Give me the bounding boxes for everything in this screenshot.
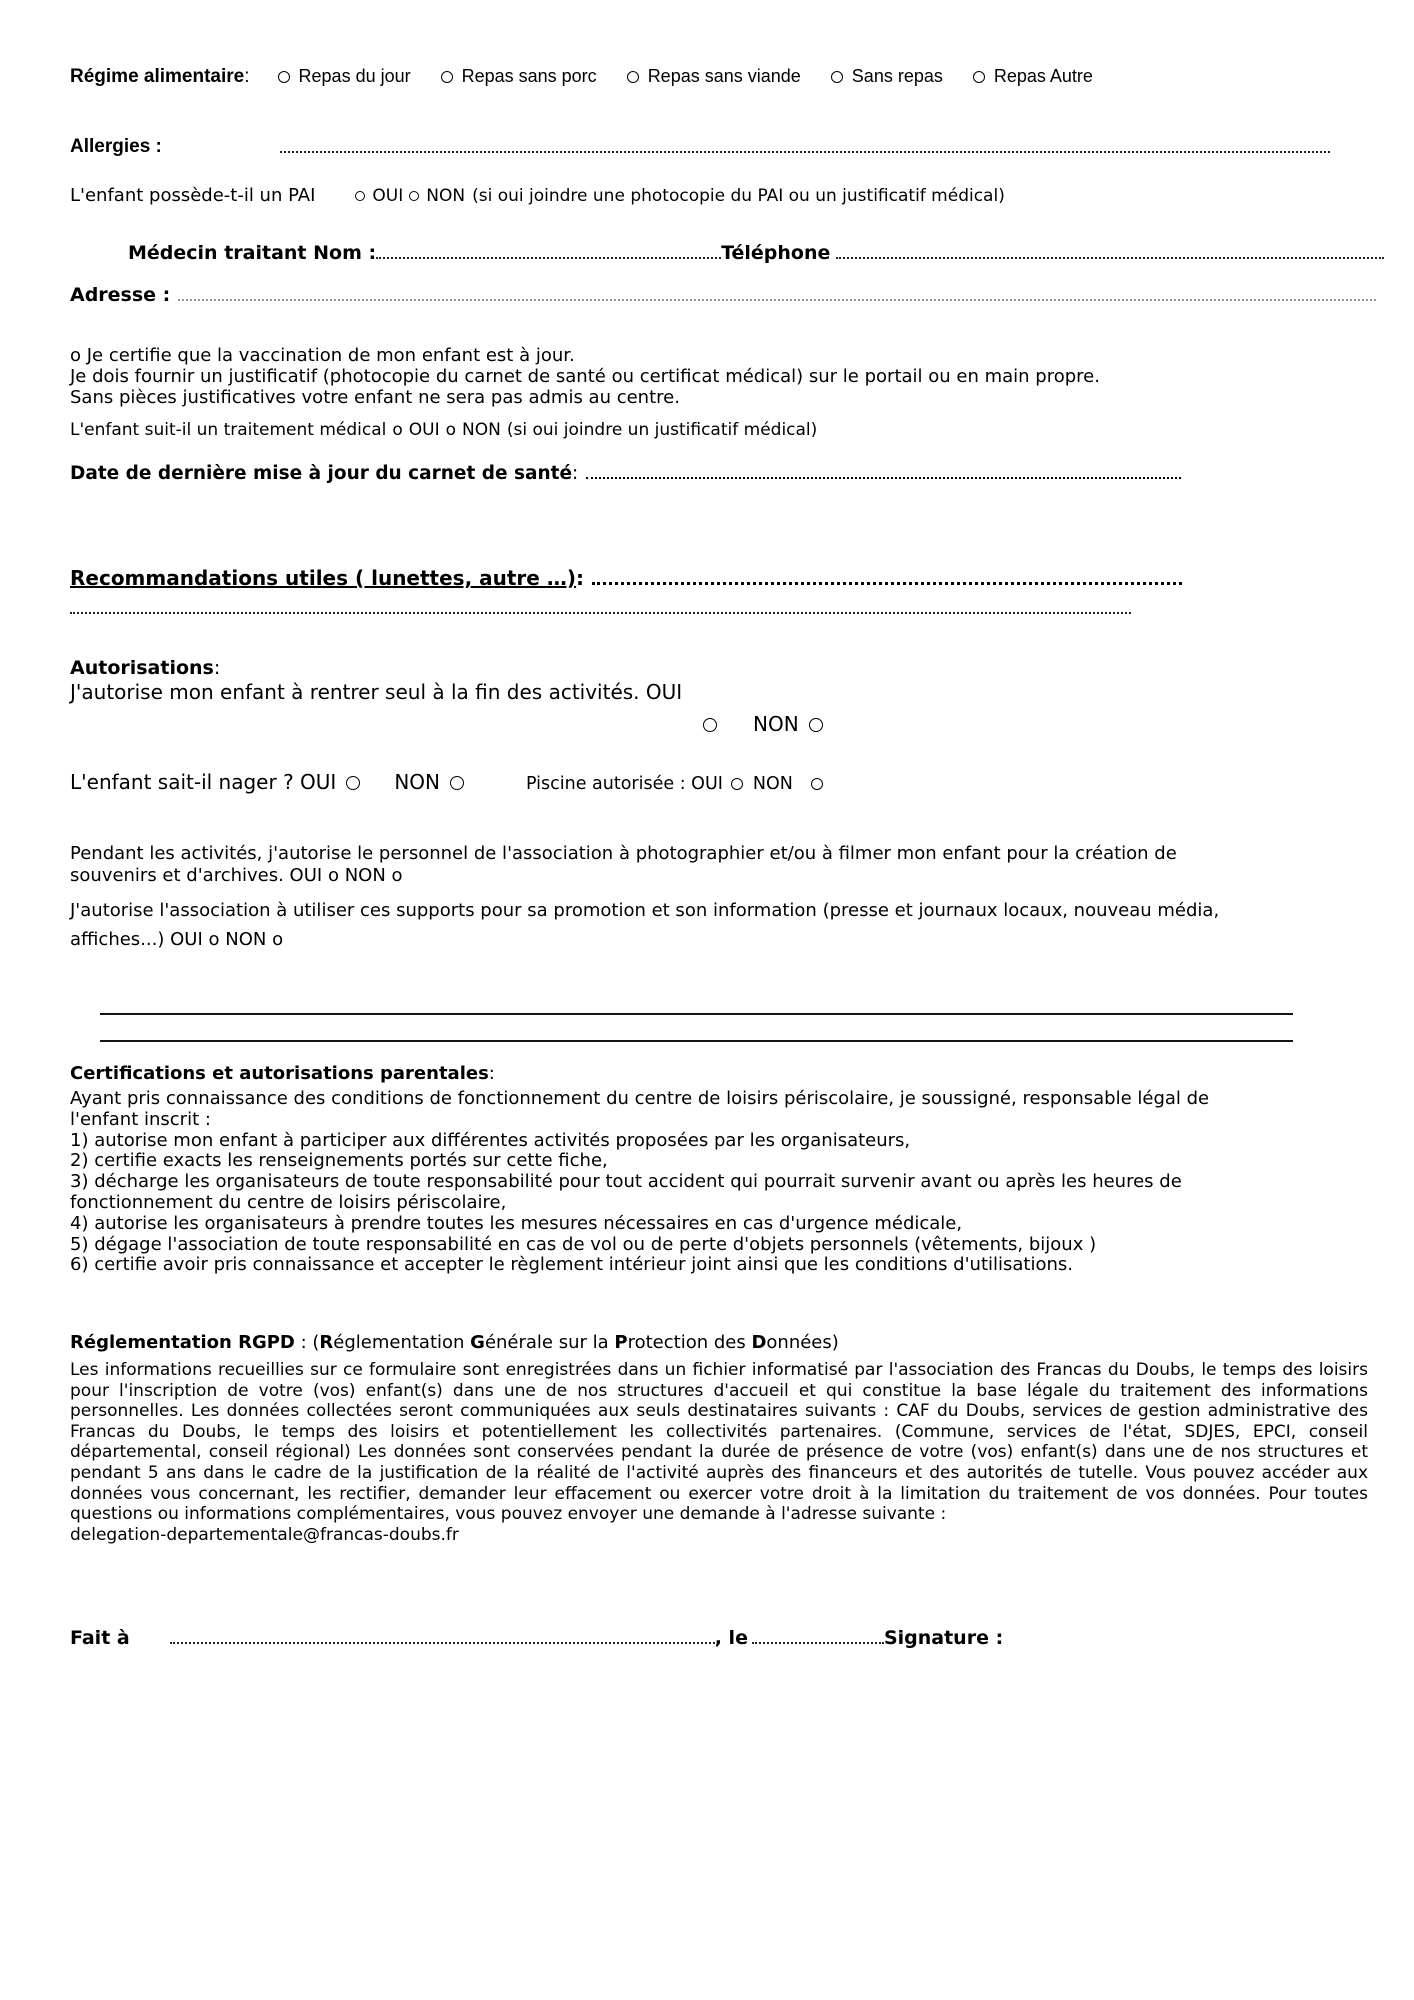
rgpd-title-p: P [614,1332,628,1353]
rgpd-title-sep: : ( [294,1332,320,1353]
rgpd-title-part4: onnées) [766,1332,839,1353]
swim-row [70,770,823,794]
diet-option-label: Repas sans porc [461,66,597,86]
certification-line: l'enfant inscrit : [70,1108,211,1130]
diet-option[interactable] [627,66,801,87]
promo-authorization-block [70,896,1219,954]
vaccination-line3: Sans pièces justificatives votre enfant ne sera pas admis au centre. [70,387,680,408]
diet-label-colon: : [244,66,250,87]
promo-oui-checkbox[interactable]: o [208,929,220,950]
pai-oui-radio[interactable] [355,191,365,201]
swim-oui-radio[interactable] [346,776,360,790]
done-at-label: Fait à [70,1627,130,1649]
doctor-name-label: Médecin traitant Nom : [128,242,377,264]
certifications-heading: Certifications et autorisations parentales [70,1063,489,1084]
photo-authorization-block [70,843,1177,886]
certifications-heading-colon: : [488,1063,495,1084]
promo-line2: affiches...) OUI [70,929,203,950]
separator-line-2 [100,1040,1293,1042]
separator-line-1 [100,1013,1293,1015]
vaccination-line2: Je dois fournir un justificatif (photocopie du carnet de santé ou certificat médical) sur le portail ou en main propre. [70,366,1100,387]
certification-line: fonctionnement du centre de loisirs périscolaire, [70,1191,507,1213]
diet-option-label: Repas du jour [298,66,411,86]
recommendations-row2 [70,598,1131,618]
return-alone-answers [703,712,823,736]
pai-row [70,185,1005,206]
return-alone-non-label: NON [753,712,799,736]
radio-icon[interactable] [627,71,639,83]
address-label: Adresse : [70,284,171,306]
treatment-row [70,420,817,440]
authorizations-heading-colon: : [213,657,221,679]
treatment-oui-checkbox[interactable]: o [392,420,403,440]
doctor-phone-field[interactable] [836,243,1384,259]
vaccination-checkbox[interactable]: o [70,345,82,366]
recommendations-row [70,566,1182,590]
doctor-name-field[interactable] [376,243,721,259]
allergies-row [70,135,162,158]
rgpd-email: delegation-departementale@francas-doubs.fr [70,1524,459,1545]
vaccination-block [70,345,1100,408]
certification-line: Ayant pris connaissance des conditions de fonctionnement du centre de loisirs périscolaire, je soussigné, responsable légal de [70,1088,1210,1109]
date-field[interactable] [752,1628,884,1644]
signature-label: Signature : [883,1627,1004,1649]
pool-oui-radio[interactable] [731,778,743,790]
swim-question: L'enfant sait-il nager ? OUI [70,770,337,794]
photo-non-label: NON [344,864,386,886]
rgpd-title-g: G [470,1332,485,1353]
allergies-label: Allergies : [70,136,162,157]
rgpd-title-part2: énérale sur la [484,1332,615,1353]
certification-line: 5) dégage l'association de toute responsabilité en cas de vol ou de perte d'objets personnels (vêtements, bijoux ) [70,1233,1097,1255]
diet-option[interactable] [278,66,411,87]
diet-option-label: Repas Autre [993,66,1093,86]
certification-line: 6) certifie avoir pris connaissance et accepter le règlement intérieur joint ainsi que les conditions d'utilisations. [70,1254,1073,1276]
return-alone-question: J'autorise mon enfant à rentrer seul à la fin des activités. OUI [70,680,683,704]
diet-label: Régime alimentaire [70,66,245,87]
allergies-field[interactable] [280,137,1330,153]
rgpd-title-part: églementation [333,1332,471,1353]
done-at-field[interactable] [170,1628,715,1644]
pool-non-label: NON [752,774,793,794]
pool-question: Piscine autorisée : OUI [526,774,723,794]
certification-line: 1) autorise mon enfant à participer aux différentes activités proposées par les organisateurs, [70,1129,911,1151]
address-field[interactable] [178,285,1376,301]
radio-icon[interactable] [831,71,843,83]
swim-non-radio[interactable] [450,776,464,790]
diet-options [278,66,1093,87]
pai-non-radio[interactable] [409,191,419,201]
recommendations-field[interactable] [592,568,1182,585]
radio-icon[interactable] [278,71,290,83]
treatment-non-checkbox[interactable]: o [445,420,457,440]
certifications-heading-row [70,1063,495,1084]
swim-non-label: NON [394,770,440,794]
photo-line1: Pendant les activités, j'autorise le personnel de l'association à photographier et/ou à filmer mon enfant pour la création de [70,843,1177,864]
photo-line2: souvenirs et d'archives. OUI [70,864,323,886]
date-label: , le [714,1627,748,1649]
rgpd-body: Les informations recueillies sur ce formulaire sont enregistrées dans un fichier informatisé par l'association des Francas du Doubs, le temps des loisirs pour l'inscription de votre (vos) enfant(s) dans une de nos structures d'accueil et qui constitue la base légale du traitement des informations personnelles. Les données collectées seront communiquées aux seuls destinataires suivants : CAF du Doubs, services de gestion administrative des Francas du Doubs, le temps des loisirs et potentiellement les collectivités partenaires. (Commune, services de l'état, SDJES, EPCI, conseil départemental, conseil régional) Les données sont conservées pendant la durée de présence de votre (vos) enfant(s) dans une de nos structures et pendant 5 ans dans le cadre de la justification de la réalité de l'activité auprès des financeurs et des autorités de tutelle. Vous pouvez accéder aux données vous concernant, les rectifier, demander leur effacement ou exercer votre droit à la limitation du traitement de vos données. Pour toutes questions ou informations complémentaires, vous pouvez envoyer une demande à l'adresse suivante : [70,1360,1368,1525]
return-alone-oui-radio[interactable] [703,718,717,732]
diet-option-label: Repas sans viande [647,66,801,86]
recommendations-label: Recommandations utiles ( lunettes, autre …) [70,566,576,590]
diet-option[interactable] [973,66,1093,87]
rgpd-heading [70,1332,839,1353]
certifications-list [70,1089,1209,1276]
doctor-phone-label: Téléphone [721,242,831,264]
rgpd-paragraph [70,1360,1368,1545]
promo-non-label: NON [225,929,267,950]
health-record-label: Date de dernière mise à jour du carnet de santé [70,463,573,484]
rgpd-title-part3: rotection des [627,1332,752,1353]
pai-question: L'enfant possède-t-il un PAI [70,185,316,206]
health-record-field[interactable] [586,463,1181,479]
pai-oui-label: OUI [372,186,404,206]
recommendations-colon: : [575,566,584,590]
certification-line: 2) certifie exacts les renseignements portés sur cette fiche, [70,1150,608,1172]
treatment-note: (si oui joindre un justificatif médical) [506,420,818,440]
treatment-oui-label: OUI [408,420,440,440]
diet-option-label: Sans repas [851,66,943,86]
diet-option[interactable] [441,66,597,87]
authorizations-heading: Autorisations [70,657,214,679]
rgpd-title: Réglementation RGPD [70,1332,295,1353]
certification-line: 4) autorise les organisateurs à prendre toutes les mesures nécessaires en cas d'urgence médicale, [70,1212,963,1234]
photo-non-checkbox[interactable]: o [391,864,403,886]
health-record-colon: : [572,463,579,484]
radio-icon[interactable] [441,71,453,83]
authorizations-heading-row [70,657,220,679]
promo-non-checkbox[interactable]: o [272,929,284,950]
treatment-question: L'enfant suit-il un traitement médical [70,420,387,440]
certification-line: 3) décharge les organisateurs de toute responsabilité pour tout accident qui pourrait survenir avant ou après les heures de [70,1171,1182,1193]
return-alone-non-radio[interactable] [809,718,823,732]
promo-line1: J'autorise l'association à utiliser ces supports pour sa promotion et son information (presse et journaux locaux, nouveau média, [70,900,1220,921]
diet-option[interactable] [831,66,943,87]
signature-row [70,1627,1003,1649]
doctor-row [128,242,1384,264]
rgpd-title-r: R [319,1332,334,1353]
pai-note: (si oui joindre une photocopie du PAI ou un justificatif médical) [472,186,1005,206]
photo-oui-checkbox[interactable]: o [327,864,339,886]
treatment-non-label: NON [462,420,501,440]
pool-non-radio[interactable] [811,778,823,790]
health-record-row [70,463,1181,484]
vaccination-line1: Je certifie que la vaccination de mon enfant est à jour. [86,345,575,366]
address-row [70,284,1376,306]
pai-non-label: NON [426,186,466,206]
recommendations-field2[interactable] [70,598,1131,614]
diet-section [70,66,1093,88]
rgpd-title-d: D [751,1332,767,1353]
radio-icon[interactable] [973,71,985,83]
